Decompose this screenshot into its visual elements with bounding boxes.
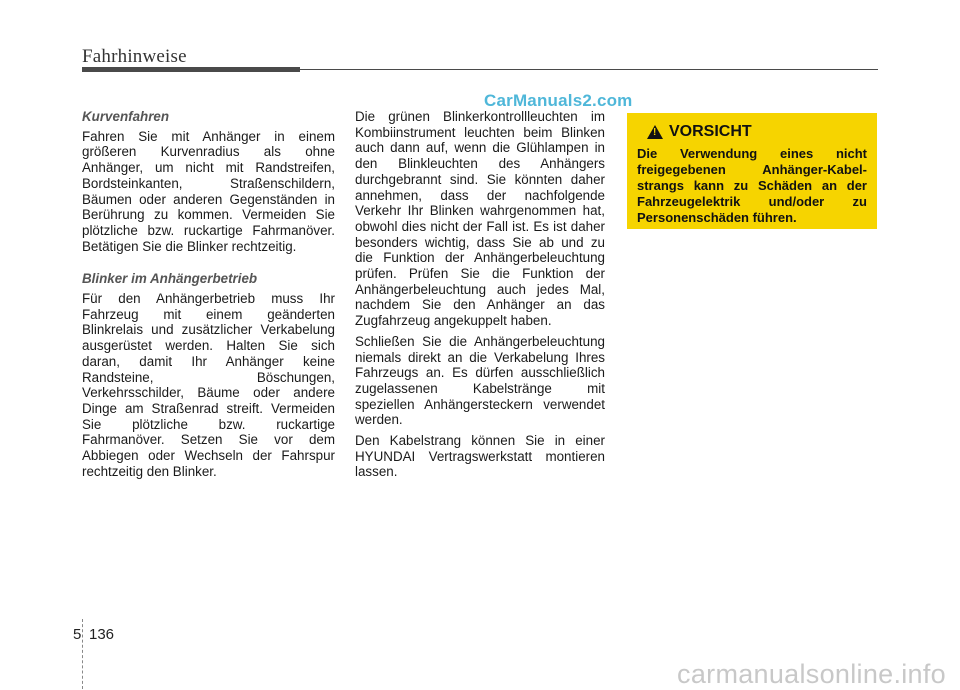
footer-divider [82, 619, 84, 689]
page-header-title: Fahrhinweise [82, 46, 187, 67]
caution-header [647, 123, 867, 141]
caution-title: VORSICHT [669, 123, 752, 140]
footer-watermark[interactable]: carmanualsonline.info [677, 659, 946, 689]
section-heading-kurvenfahren: Kurvenfahren [82, 109, 170, 124]
section-heading-blinker: Blinker im Anhängerbetrieb [82, 271, 258, 287]
warning-triangle-icon [647, 125, 663, 139]
header-rule-thick [82, 67, 300, 72]
page-number: 136 [89, 626, 115, 643]
paragraph-werkstatt: Den Kabelstrang können Sie in einer HYUNDAI Vertragswerkstatt montieren lassen. [355, 433, 605, 480]
paragraph-kurvenfahren: Fahren Sie mit Anhänger in einem größeren Kurvenradius als ohne Anhänger, um nicht mit Randstreifen, Bordsteinkanten, Straßenschildern, Bäumen oder anderen Gegenständen in Berührung zu kommen. Vermeiden Sie plötzliche bzw. ruckartige Fahrmanöver. Betätigen Sie die Blinker rechtzeitig. [82, 128, 335, 254]
chapter-number: 5 [73, 626, 82, 643]
left-column [82, 109, 335, 484]
caution-text: Die Verwendung eines nicht freigegebenen Anhänger-Kabel-strangs kann zu Schäden an der Fahrzeugelektrik und/oder zu Personenschäden führen. [637, 146, 867, 225]
paragraph-anschluss: Schließen Sie die Anhängerbeleuchtung niemals direkt an die Verkabelung Ihres Fahrzeugs an. Es dürfen ausschließlich zugelassenen Kabelstränge mit speziellen Anhängersteckern verwendet werden. [355, 333, 605, 428]
caution-box [627, 113, 877, 229]
paragraph-blinkerkontrolle: Die grünen Blinkerkontrollleuchten im Kombiinstrument leuchten beim Blinken auch dann auf, wenn die Glühlampen in den Blinkleuchten des Anhängers durchgebrannt sind. Sie könnten daher annehmen, dass der nachfolgende Verkehr Ihr Blinken wahrgenommen hat, obwohl dies nicht der Fall ist. Es ist daher besonders wichtig, dass Sie ab und zu die Funktion der Anhängerbeleuchtung prüfen. Prüfen Sie die Funktion der Anhängerbeleuchtung auch jedes Mal, nachdem Sie den Anhänger an das Zugfahrzeug angekuppelt haben. [355, 109, 605, 329]
paragraph-blinker: Für den Anhängerbetrieb muss Ihr Fahrzeug mit einem geänderten Blinkrelais und zusätzlicher Verkabelung ausgerüstet werden. Halten Sie sich daran, damit Ihr Anhänger keine Randsteine, Böschungen, Verkehrsschilder, Bäume oder andere Dinge am Straßenrad streift. Vermeiden Sie plötzliche bzw. ruckartige Fahrmanöver. Setzen Sie vor dem Abbiegen oder Wechseln der Fahrspur rechtzeitig den Blinker. [82, 291, 335, 479]
middle-column [355, 109, 605, 485]
header-rule-thin [300, 69, 878, 70]
watermark-top[interactable]: CarManuals2.com [484, 91, 633, 110]
